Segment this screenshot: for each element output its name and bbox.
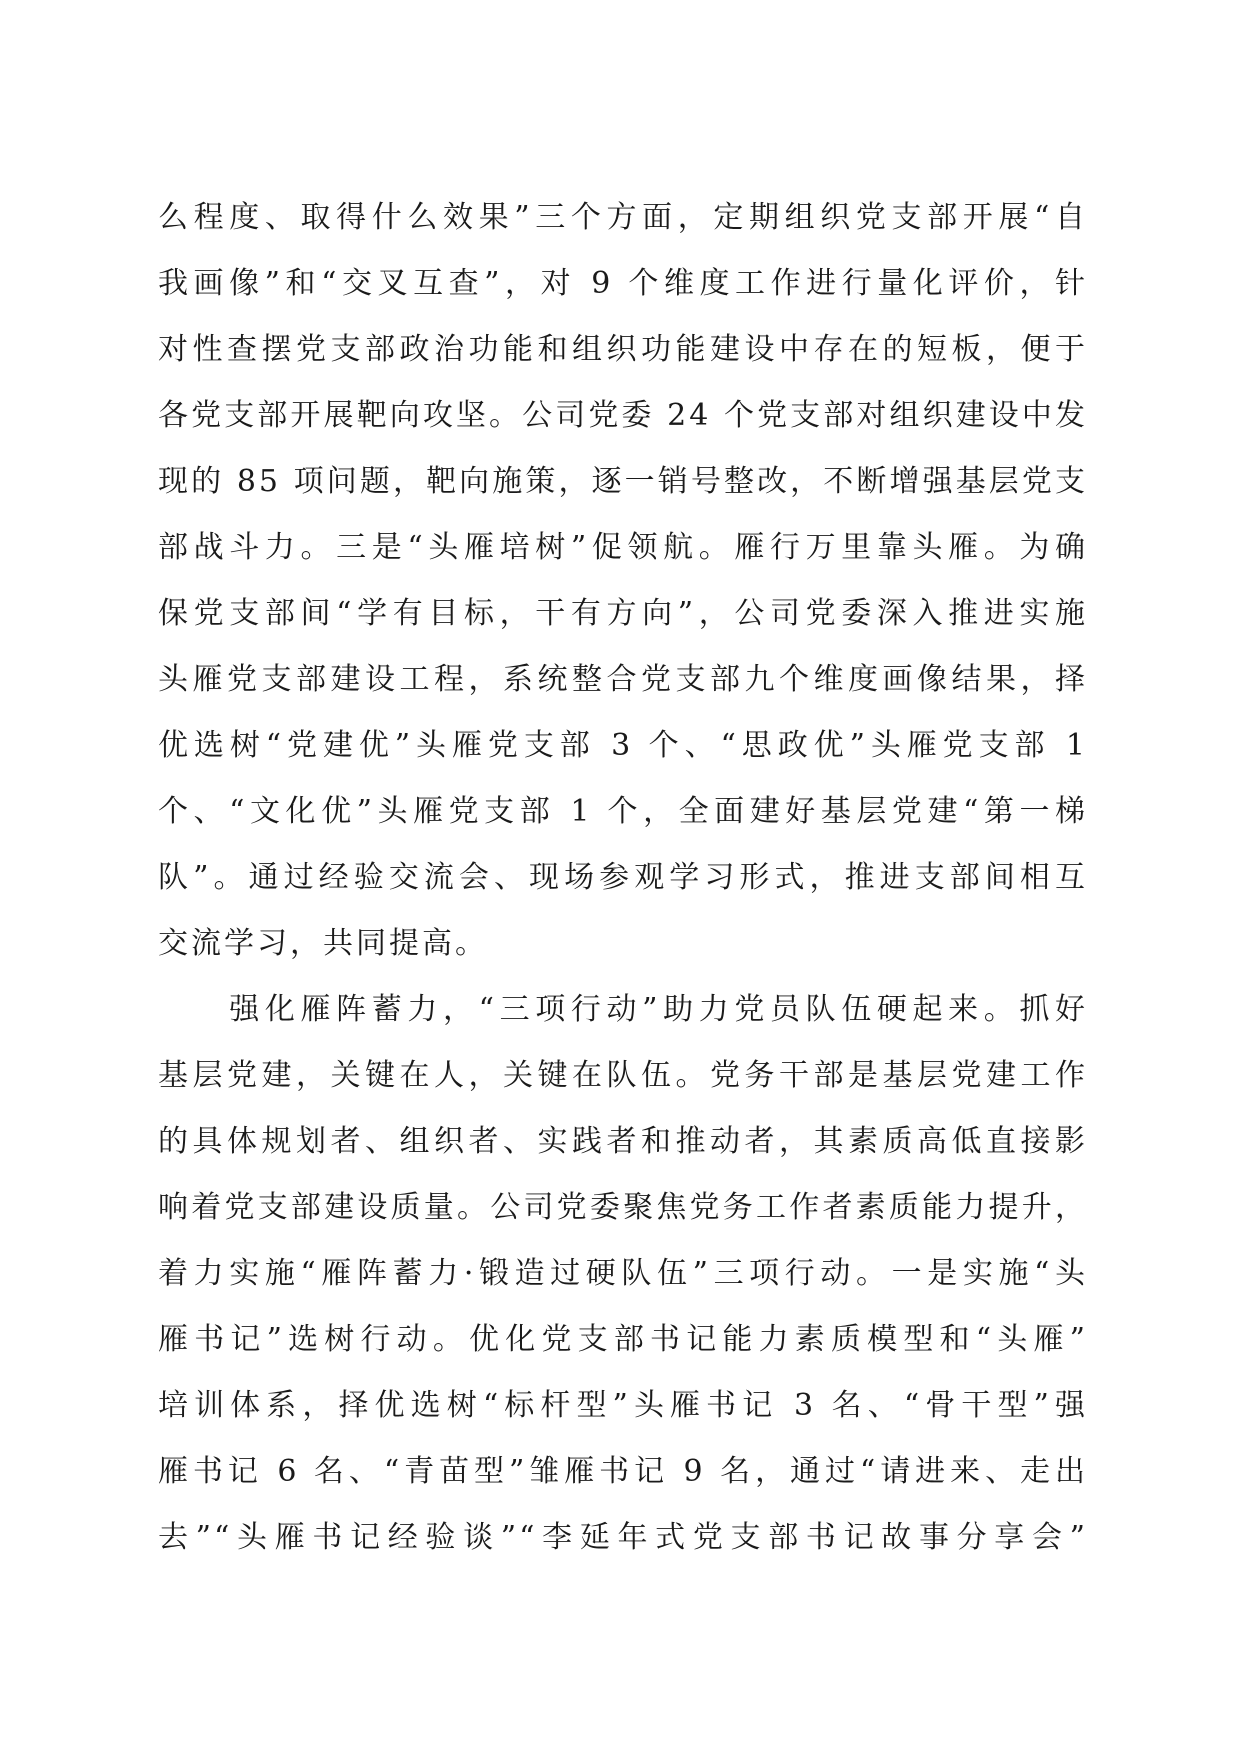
text-line: 基层党建，关键在人，关键在队伍。党务干部是基层党建工作: [158, 1058, 1088, 1093]
text-line: 着力实施“雁阵蓄力·锻造过硬队伍”三项行动。一是实施“头: [158, 1256, 1088, 1291]
text-line: 去”“头雁书记经验谈”“李延年式党支部书记故事分享会”: [158, 1520, 1088, 1555]
text-line: 保党支部间“学有目标，干有方向”，公司党委深入推进实施: [158, 596, 1088, 631]
text-line: 雁书记”选树行动。优化党支部书记能力素质模型和“头雁”: [158, 1322, 1088, 1357]
text-line: 么程度、取得什么效果”三个方面，定期组织党支部开展“自: [158, 200, 1088, 235]
text-line: 培训体系，择优选树“标杆型”头雁书记 3 名、“骨干型”强: [158, 1388, 1088, 1423]
text-line: 对性查摆党支部政治功能和组织功能建设中存在的短板，便于: [158, 332, 1088, 367]
text-line: 响着党支部建设质量。公司党委聚焦党务工作者素质能力提升，: [158, 1190, 1088, 1225]
body-text: [158, 185, 1088, 1571]
text-line: 我画像”和“交叉互查”，对 9 个维度工作进行量化评价，针: [158, 266, 1088, 301]
text-line: 部战斗力。三是“头雁培树”促领航。雁行万里靠头雁。为确: [158, 530, 1088, 565]
paragraph-first-line: 强化雁阵蓄力，“三项行动”助力党员队伍硬起来。抓好: [158, 992, 1088, 1027]
text-line: 的具体规划者、组织者、实践者和推动者，其素质高低直接影: [158, 1124, 1088, 1159]
text-line: 各党支部开展靶向攻坚。公司党委 24 个党支部对组织建设中发: [158, 398, 1088, 433]
text-line: 队”。通过经验交流会、现场参观学习形式，推进支部间相互: [158, 860, 1088, 895]
text-line: 现的 85 项问题，靶向施策，逐一销号整改，不断增强基层党支: [158, 464, 1088, 499]
text-line: 雁书记 6 名、“青苗型”雏雁书记 9 名，通过“请进来、走出: [158, 1454, 1088, 1489]
paragraph-last-line: 交流学习，共同提高。: [158, 926, 488, 961]
text-line: 优选树“党建优”头雁党支部 3 个、“思政优”头雁党支部 1: [158, 728, 1088, 763]
text-line: 个、“文化优”头雁党支部 1 个，全面建好基层党建“第一梯: [158, 794, 1088, 829]
text-line: 头雁党支部建设工程，系统整合党支部九个维度画像结果，择: [158, 662, 1088, 697]
